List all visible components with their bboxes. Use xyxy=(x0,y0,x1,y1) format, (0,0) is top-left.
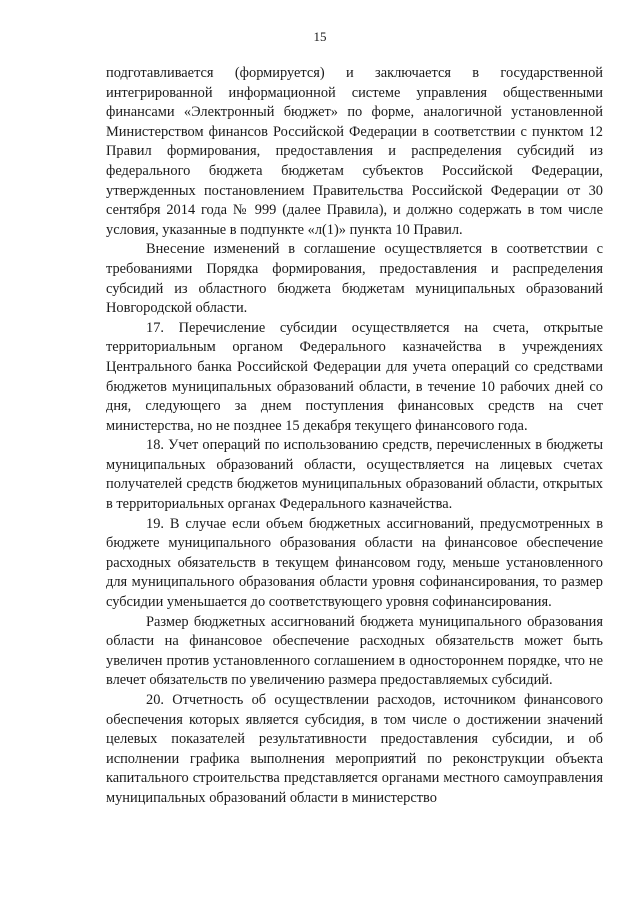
paragraph-continuation: подготавливается (формируется) и заключается в государственной интегрированной информационной системе управления общественными финансами «Электронный бюджет» по форме, аналогичной установленной Министерством финансов Российской Федерации в соответствии с пунктом 12 Правил формирования, предоставления и распределения субсидий из федерального бюджета бюджетам субъектов Российской Федерации, утвержденных постановлением Правительства Российской Федерации от 30 сентября 2014 года № 999 (далее Правила), и должно содержать в том числе условия, указанные в подпункте «л(1)» пункта 10 Правил. xyxy=(106,65,603,238)
paragraph-item-17: 17. Перечисление субсидии осуществляется на счета, открытые территориальным органом Федерального казначейства в учреждениях Центрального банка Российской Федерации для учета операций со средствами бюджетов муниципальных образований области, в течение 10 рабочих дней со дня, следующего за днем поступления финансовых средств на счет министерства, но не позднее 15 декабря текущего финансового года. xyxy=(106,319,603,434)
paragraph-agreement-changes: Внесение изменений в соглашение осуществляется в соответствии с требованиями Порядка формирования, предоставления и распределения субсидий из областного бюджета бюджетам муниципальных образований Новгородской области. xyxy=(106,241,603,317)
paragraph-item-20: 20. Отчетность об осуществлении расходов, источником финансового обеспечения которых является субсидия, в том числе о достижении значений целевых показателей результативности предоставления субсидии, и об исполнении графика выполнения мероприятий по реконструкции объекта капитального строительства представляется органами местного самоуправления муниципальных образований области в министерство xyxy=(106,692,603,806)
paragraph-item-19: 19. В случае если объем бюджетных ассигнований, предусмотренных в бюджете муниципального образования области на финансовое обеспечение расходных обязательств в текущем финансовом году, меньше установленного для муниципального образования области уровня софинансирования, то размер субсидии уменьшается до соответствующего уровня софинансирования. xyxy=(106,515,603,611)
paragraph-budget-allocations: Размер бюджетных ассигнований бюджета муниципального образования области на финансовое обеспечение расходных обязательств может быть увеличен против установленного соглашением в одностороннем порядке, что не влечет обязательств по увеличению размера предоставляемых субсидий. xyxy=(106,613,603,689)
paragraph-item-18: 18. Учет операций по использованию средств, перечисленных в бюджеты муниципальных образований области, осуществляется на лицевых счетах получателей средств бюджетов муниципальных образований области, открытых в территориальных органах Федерального казначейства. xyxy=(106,437,603,513)
document-body xyxy=(106,64,603,809)
page-number: 15 xyxy=(313,29,327,44)
